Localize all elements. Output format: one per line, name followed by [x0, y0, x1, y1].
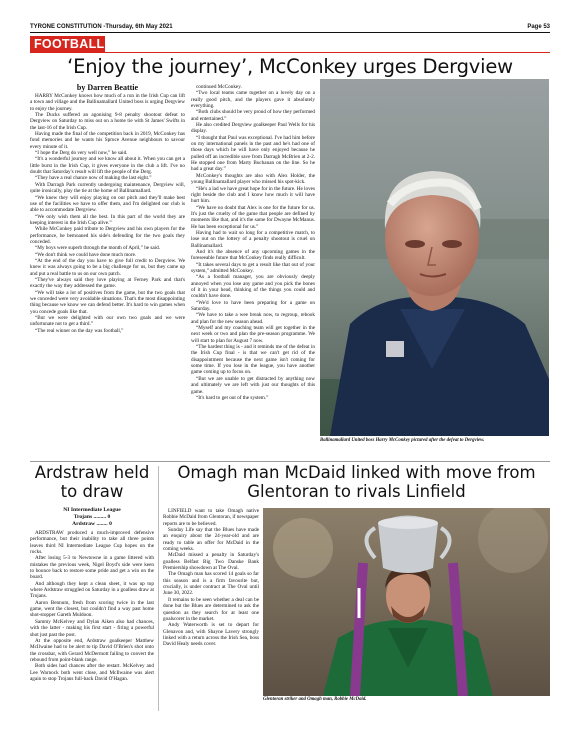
column-divider: [158, 466, 159, 711]
paragraph: Having made the final of the competition back in 2019, McConkey has fond memories and he wants his Spruce Avenue neighbours to savour every minute of it.: [30, 131, 185, 150]
paragraph: “But we are unable to get distracted by anything now and ultimately we are left with just our thoughts of this game.: [191, 375, 315, 395]
story-divider: [30, 461, 550, 462]
paper-date: TYRONE CONSTITUTION -Thursday, 6th May 2021: [30, 24, 173, 30]
main-headline: ‘Enjoy the journey’, McConkey urges Dergview: [67, 55, 513, 78]
paragraph: “The hardest thing is - and it reminds me of the defeat in the Irish Cup final - is that we can't get rid of the disappointment because the next game isn't coming for some time. If you lose in the league, you have another game coming up to focus on.: [191, 344, 315, 376]
paragraph: “We'd love to have been preparing for a game on Saturday.: [191, 299, 315, 313]
paragraph: McDaid missed a penalty in Saturday's goalless Belfast Big Two Danske Bank Premiership showdown at The Oval.: [163, 552, 259, 572]
ardstraw-article: [30, 530, 154, 712]
paragraph: Andy Waterworth is set to depart for Glenavon and, with Shayne Lavery strongly linked with a return across the Irish Sea, boss David Healy needs cover.: [163, 622, 259, 648]
league-scoreline: [30, 507, 154, 527]
paragraph: “Two local teams came together on a lovely day on a really good pitch, and the players gave it absolutely everything.: [191, 90, 315, 110]
league-title: NI Intermediate League: [63, 507, 121, 513]
paragraph: While McConkey paid tribute to Dergview and his own players for the performance, he bemoaned his side's defending for the two goals they conceded.: [30, 226, 185, 245]
paragraph: “At the end of the day you have to give full credit to Dergview. We knew it was always going to be a big challenge for us, but they came up and put a real battle to us on our own patch.: [30, 257, 185, 277]
paragraph: continued McConkey.: [196, 84, 242, 90]
paragraph: “They've always said they love playing at Ferney Park and that's exactly the way they addressed the game.: [30, 276, 185, 290]
paragraph: “It takes several days to get a result like that out of your system,” admitted McConkey.: [191, 261, 315, 274]
paragraph: Sammy McKelvey and Dylan Aiken also had chances, with the latter - making his first start - firing a powerful shot just past the post.: [30, 618, 154, 638]
page-number: Page 53: [527, 24, 550, 30]
paragraph: After losing 5-3 to Newtowne in a game littered with mistakes the previous week, Nigel Boyd's side were keen to bounce back to restore some pride and get a win on the board.: [30, 555, 154, 581]
paragraph: “It's hard to get out of the system.”: [196, 394, 269, 401]
paragraph: HARRY McConkey knows how much of a run in the Irish Cup can lift a town and village and the Ballinamallard United boss is urging Dergview to enjoy the journey.: [30, 93, 185, 112]
paragraph: “I hope the Derg do very well now,” he said.: [35, 150, 128, 157]
section-label: FOOTBALL: [30, 36, 105, 52]
paragraph: LINFIELD want to take Omagh native Robbie McDaid from Glentoran, if newspaper reports are to be believed.: [163, 508, 259, 527]
paragraph: “Both clubs should be very proud of how they performed and entertained.”: [191, 109, 315, 122]
paragraph: “It's a wonderful journey and we know all about it. When you can get a little burst in the Irish Cup, it gives everyone in the club a lift. I've no doubt that Saturday's result will lift the people of the Derg.: [30, 156, 185, 176]
paragraph: And although they kept a clean sheet, it was up top where Ardstraw struggled on Saturday in a goalless draw at Trojans.: [30, 580, 154, 600]
photo-caption-mcconkey: Ballinamallard United boss Harry McConkey pictured after the defeat to Dergview.: [320, 438, 485, 443]
paragraph: At the opposite end, Ardstraw goalkeeper Matthew McIlwaine had to be alert to tip David O'Brien's shot onto the crossbar, with Gerard McDermott failing to convert the rebound from point-blank range.: [30, 637, 154, 663]
paragraph: He also credited Dergview goalkeeper Paul Wells for his display.: [191, 122, 315, 135]
paragraph: “They have a real chance now of making the last eight.”: [35, 175, 152, 182]
score-trojans: Trojans ......... 0: [73, 513, 111, 520]
paragraph: Aaron Bennum, fresh from scoring twice in the last game, went the closest, but couldn't find a way past home shot-stopper Gareth Muldoon.: [30, 599, 154, 619]
paragraph: “We knew they will enjoy playing on our pitch and they'll make best use of the facilities we have to offer them, and I'm delighted our club is able to accommodate Dergview.: [30, 194, 185, 214]
mcdaid-photo: [263, 508, 550, 696]
main-article-col1: [30, 93, 185, 463]
paragraph: It remains to be seen whether a deal can be done but the Blues are determined to ask the question as they search for at least one goalscorer in the market.: [163, 596, 259, 622]
paragraph: The Ducks suffered an agonising 9-8 penalty shootout defeat to Dergview on Saturday to miss out on a home tie with St James' Swifts in the last-16 of the Irish Cup.: [30, 112, 185, 131]
score-ardstraw: Ardstraw ........ 0: [72, 520, 112, 527]
paragraph: Both sides had chances after the restart. McKelvey and Lee Warnock both went close, and McIlwaine was alert again to stop Trojans full-back David O'Hagan.: [30, 663, 154, 682]
mcdaid-article: [163, 508, 259, 713]
paragraph: McConkey's thoughts are also with Alex Holder, the young Ballinamallard player who missed his spot-kick.: [191, 172, 315, 186]
paragraph: “We only wish them all the best. In this part of the world they are keeping interest in the Irish Cup alive.”: [30, 213, 185, 226]
paragraph: “We don't think we could have done much more.: [35, 251, 137, 258]
paragraph: Having had to wait so long for a competitive match, to lose out on the lottery of a penalty shootout is cruel on Ballinamallard.: [191, 229, 315, 249]
paragraph: ARDSTRAW produced a much-improved defensive performance, but their inability to take all three points leaves third NI Intermediate League Cup hopes on the rocks.: [30, 530, 154, 556]
byline: by Darren Beattie: [76, 83, 139, 92]
header-rule: [30, 32, 550, 33]
mcdaid-headline: Omagh man McDaid linked with move from Glentoran to rivals Linfield: [177, 463, 536, 501]
section-rule: [30, 52, 550, 53]
paragraph: “My boys were superb through the month of April,” he said.: [35, 245, 161, 252]
paragraph: “We have no doubt that Alex is one for the future for us. It's just the cruelty of the game that people are defined by moments like that, and it's the same for Dwayne McManus. He has been exceptional for us.”: [191, 204, 315, 230]
paragraph: “But we were delighted with our own two goals and we were unfortunate not to get a third.”: [30, 315, 185, 328]
paragraph: And it's the absence of any upcoming games in the foreseeable future that McConkey finds really difficult.: [191, 248, 315, 262]
paragraph: The Omagh man has scored 14 goals so far this season and is a firm favourite but, crucially, is under contract at The Oval until June 30, 2022.: [163, 571, 259, 597]
mcconkey-photo: [320, 79, 549, 436]
paragraph: Sunday Life say that the Blues have made an enquiry about the 24-year-old and are ready to table an offer for McDaid in the coming weeks.: [163, 527, 259, 553]
main-article-col2: [191, 84, 315, 466]
ardstraw-headline: Ardstraw held to draw: [34, 463, 150, 501]
photo-caption-mcdaid: Glentoran striker and Omagh man, Robbie McDaid.: [263, 697, 367, 702]
paragraph: “The real winner on the day was football,”: [35, 327, 124, 334]
paragraph: “I thought that Paul was exceptional. I've had him before on my international panels in the past and he's had one of those days which he will have only enjoyed because he pulled off an incredible save from Darragh McBrien at 2-2. He stopped one from Marty Buchanan on the line. So he had a great day.”: [191, 134, 315, 173]
paragraph: “Myself and my coaching team will get together in the next week or two and plan the pre-season programme. We will start to plan for August 7 now.: [191, 325, 315, 344]
paragraph: “We have to take a wee break now, to regroup, rebook and plan for the new season ahead.: [191, 312, 315, 325]
paragraph: With Darragh Park currently undergoing maintenance, Dergview will, quite ironically, play the tie at the home of Ballinamallard.: [30, 181, 185, 195]
paragraph: “As a football manager, you are obviously deeply annoyed when you lose any game and you pick the bones of it in your head, thinking of the things you could and couldn't have done.: [191, 274, 315, 300]
paragraph: “We will take a lot of positives from the game, but the two goals that we conceded were very avoidable situations. That's the most disappointing thing because we know we can defend better. It's hard to win games when you concede goals like that.: [30, 289, 185, 315]
paragraph: “He's a lad we have great hope for in the future. He loves right beside the club and I know how much it will have hurt him.: [191, 185, 315, 205]
